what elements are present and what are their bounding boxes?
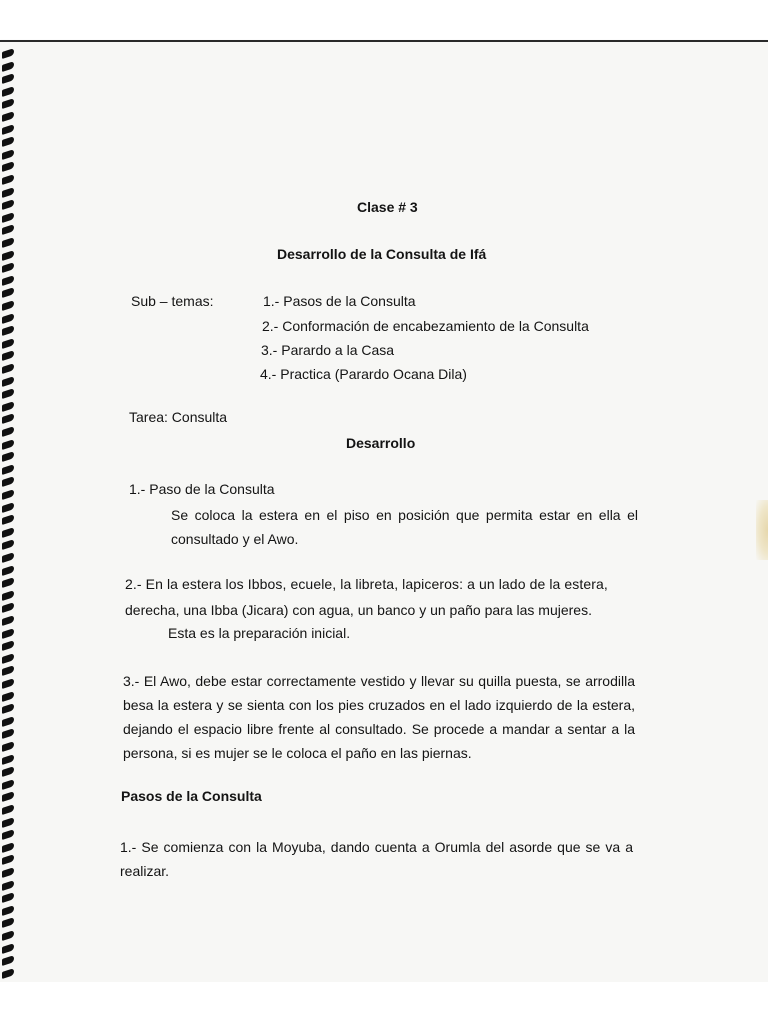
spiral-coil <box>2 237 14 248</box>
item3-text: 3.- El Awo, debe estar correctamente vestido y llevar su quilla puesta, se arrodilla besa la estera y se sienta con los pies cruzados en el lado izquierdo de la estera, dejando el espacio libre frente al consultado. Se procede a mandar a sentar a la persona, si es mujer se le coloca el paño en las piernas. <box>123 673 635 761</box>
subtemas-label: Sub – temas: <box>131 293 214 309</box>
spiral-coil <box>2 388 14 399</box>
spiral-coil <box>2 842 14 853</box>
spiral-coil <box>2 174 14 185</box>
spiral-coil <box>2 691 14 702</box>
spiral-coil <box>2 426 14 437</box>
spiral-coil <box>2 136 14 147</box>
spiral-coil <box>2 602 14 613</box>
spiral-coil <box>2 552 14 563</box>
spiral-coil <box>2 640 14 651</box>
spiral-coil <box>2 527 14 538</box>
spiral-coil <box>2 489 14 500</box>
spiral-coil <box>2 275 14 286</box>
spiral-coil <box>2 817 14 828</box>
spiral-coil <box>2 325 14 336</box>
spiral-coil <box>2 791 14 802</box>
spiral-coil <box>2 199 14 210</box>
desarrollo-heading: Desarrollo <box>346 435 416 451</box>
spiral-coil <box>2 653 14 664</box>
spiral-coil <box>2 917 14 928</box>
spiral-coil <box>2 224 14 235</box>
subtema-item-4: 4.- Practica (Parardo Ocana Dila) <box>260 366 467 382</box>
spiral-coil <box>2 413 14 424</box>
spiral-coil <box>2 930 14 941</box>
spiral-coil <box>2 149 14 160</box>
spiral-coil <box>2 502 14 513</box>
spiral-coil <box>2 363 14 374</box>
spiral-coil <box>2 628 14 639</box>
spiral-coil <box>2 880 14 891</box>
spiral-coil <box>2 892 14 903</box>
spiral-coil <box>2 955 14 966</box>
spiral-coil <box>2 577 14 588</box>
spiral-coil <box>2 98 14 109</box>
spiral-coil <box>2 766 14 777</box>
subtema-item-2: 2.- Conformación de encabezamiento de la Consulta <box>262 318 589 334</box>
spiral-coil <box>2 779 14 790</box>
item2-line1: 2.- En la estera los Ibbos, ecuele, la libreta, lapiceros: a un lado de la estera, <box>125 576 608 592</box>
spiral-coil <box>2 754 14 765</box>
spiral-coil <box>2 943 14 954</box>
spiral-coil <box>2 464 14 475</box>
class-number: Clase # 3 <box>357 199 418 215</box>
tarea-label: Tarea: Consulta <box>129 409 228 425</box>
subtema-item-3: 3.- Parardo a la Casa <box>261 342 395 358</box>
spiral-coil <box>2 73 14 84</box>
spiral-coil <box>2 111 14 122</box>
pasos-item1-text: 1.- Se comienza con la Moyuba, dando cuenta a Orumla del asorde que se va a realizar. <box>120 839 633 879</box>
spiral-coil <box>2 804 14 815</box>
spiral-coil <box>2 262 14 273</box>
spiral-coil <box>2 451 14 462</box>
spiral-coil <box>2 514 14 525</box>
spiral-coil <box>2 968 14 979</box>
spiral-coil <box>2 854 14 865</box>
spiral-coil <box>2 867 14 878</box>
spiral-coil <box>2 313 14 324</box>
spiral-coil <box>2 590 14 601</box>
spiral-coil <box>2 350 14 361</box>
subtema-item-1: 1.- Pasos de la Consulta <box>263 293 416 309</box>
spiral-coil <box>2 187 14 198</box>
item2-line3: Esta es la preparación inicial. <box>168 625 351 641</box>
paper-stain <box>756 500 768 560</box>
document-title: Desarrollo de la Consulta de Ifá <box>277 246 487 262</box>
item1-text: Se coloca la estera en el piso en posición que permita estar en ella el consultado y el Awo. <box>171 507 638 547</box>
spiral-coil <box>2 376 14 387</box>
spiral-coil <box>2 703 14 714</box>
spiral-coil <box>2 439 14 450</box>
spiral-coil <box>2 300 14 311</box>
spiral-coil <box>2 338 14 349</box>
page-margin <box>0 982 768 1024</box>
spiral-coil <box>2 250 14 261</box>
spiral-coil <box>2 212 14 223</box>
spiral-coil <box>2 665 14 676</box>
spiral-coil <box>2 476 14 487</box>
spiral-binding <box>0 44 22 984</box>
spiral-coil <box>2 741 14 752</box>
item2-line2: derecha, una Ibba (Jicara) con agua, un banco y un paño para las mujeres. <box>125 602 592 618</box>
spiral-coil <box>2 905 14 916</box>
spiral-coil <box>2 565 14 576</box>
spiral-coil <box>2 678 14 689</box>
spiral-coil <box>2 61 14 72</box>
spiral-coil <box>2 124 14 135</box>
spiral-coil <box>2 161 14 172</box>
spiral-coil <box>2 829 14 840</box>
spiral-coil <box>2 86 14 97</box>
spiral-coil <box>2 728 14 739</box>
item1-heading: 1.- Paso de la Consulta <box>129 481 275 497</box>
spiral-coil <box>2 287 14 298</box>
spiral-coil <box>2 539 14 550</box>
spiral-coil <box>2 716 14 727</box>
pasos-heading: Pasos de la Consulta <box>121 788 262 804</box>
spiral-coil <box>2 401 14 412</box>
spiral-coil <box>2 615 14 626</box>
spiral-coil <box>2 48 14 59</box>
